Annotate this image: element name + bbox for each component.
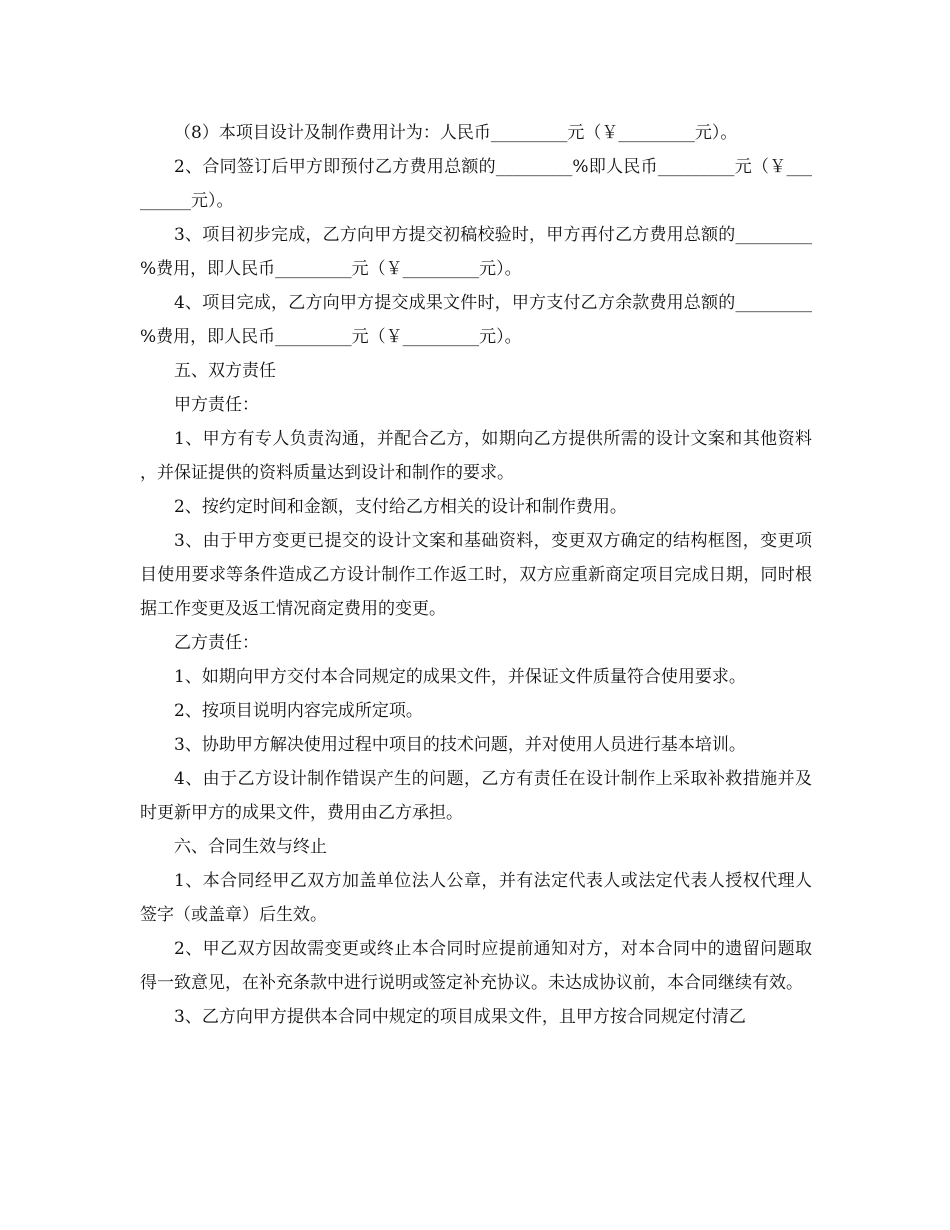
section-heading-responsibilities: 五、双方责任 [174,361,276,381]
party-a-item-2: 2、按约定时间和金额，支付给乙方相关的设计和制作费用。 [174,497,627,517]
payment-clause-2: 2、合同签订后甲方即预付乙方费用总额的_________%即人民币_________元（￥_________元）。 [140,157,812,211]
party-b-item-4: 4、由于乙方设计制作错误产生的问题，乙方有责任在设计制作上采取补救措施并及时更新甲方的成果文件，费用由乙方承担。 [140,769,812,823]
payment-clause-4: 4、项目完成，乙方向甲方提交成果文件时，甲方支付乙方余款费用总额的_________%费用，即人民币_________元（￥_________元）。 [140,293,812,347]
document-body [140,116,812,1034]
fee-clause-8: （8）本项目设计及制作费用计为：人民币_________元（￥_________元）。 [174,123,738,143]
party-b-item-2: 2、按项目说明内容完成所定项。 [174,701,423,721]
section-heading-effect-termination: 六、合同生效与终止 [174,837,327,857]
effect-item-1: 1、本合同经甲乙双方加盖单位法人公章，并有法定代表人或法定代表人授权代理人签字（或盖章）后生效。 [140,871,812,925]
effect-item-3: 3、乙方向甲方提供本合同中规定的项目成果文件，且甲方按合同规定付清乙 [174,1007,746,1027]
party-b-item-1: 1、如期向甲方交付本合同规定的成果文件，并保证文件质量符合使用要求。 [174,667,746,687]
party-a-item-3: 3、由于甲方变更已提交的设计文案和基础资料，变更双方确定的结构框图，变更项目使用要求等条件造成乙方设计制作工作返工时，双方应重新商定项目完成日期，同时根据工作变更及返工情况商定费用的变更。 [140,531,812,619]
payment-clause-3: 3、项目初步完成，乙方向甲方提交初稿校验时，甲方再付乙方费用总额的_________%费用，即人民币_________元（￥_________元）。 [140,225,812,279]
party-b-heading: 乙方责任： [174,633,259,653]
party-a-item-1: 1、甲方有专人负责沟通，并配合乙方，如期向乙方提供所需的设计文案和其他资料，并保证提供的资料质量达到设计和制作的要求。 [140,429,812,483]
party-a-heading: 甲方责任： [174,395,259,415]
effect-item-2: 2、甲乙双方因故需变更或终止本合同时应提前通知对方，对本合同中的遗留问题取得一致意见，在补充条款中进行说明或签定补充协议。未达成协议前，本合同继续有效。 [140,939,812,993]
party-b-item-3: 3、协助甲方解决使用过程中项目的技术问题，并对使用人员进行基本培训。 [174,735,746,755]
